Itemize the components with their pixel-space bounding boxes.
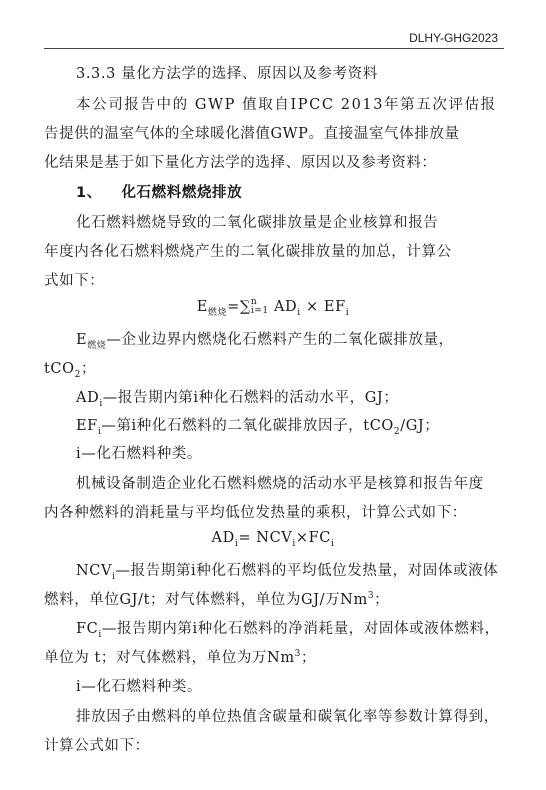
- def-i: i—化石燃料种类。: [76, 446, 203, 462]
- formula-activity: $AD_i= NCV_i\times FC_i$: [211, 530, 335, 549]
- para3-line-1: 排放因子由燃料的单位热值含碳量和碳氧化率等参数计算得到，: [76, 709, 499, 725]
- section-number: 3.3.3: [76, 66, 116, 82]
- def-ncv-line-2: 燃料，单位GJ/t；对气体燃料，单位为GJ/万Nm$^3$；: [44, 591, 390, 608]
- para2-line-2: 内各种燃料的消耗量与平均低位发热量的乘积，计算公式如下：: [44, 505, 467, 521]
- def-i-2: i—化石燃料种类。: [76, 679, 203, 695]
- para1-line-1: 化石燃料燃烧导致的二氧化碳排放量是企业核算和报告: [76, 215, 439, 231]
- formula-emission: $E_{燃烧}=\sum$ n i=1 $AD_i \times EF_i$: [196, 297, 350, 318]
- intro-line-1: 本公司报告中的 GWP 值取自IPCC 2013年第五次评估报: [76, 97, 497, 113]
- def-e-line-2: tCO$_2$；: [44, 361, 97, 380]
- intro-line-3: 化结果是基于如下量化方法学的选择、原因以及参考资料：: [44, 155, 437, 171]
- section-heading: [76, 62, 378, 83]
- def-ncv-line-1: $NCV_i—$报告期第i种化石燃料的平均低位发热量，对固体或液体: [76, 563, 499, 582]
- def-e-line-1: $E_{燃烧}—$企业边界内燃烧化石燃料产生的二氧化碳排放量，: [76, 332, 454, 351]
- subsection-title: 化石燃料燃烧排放: [121, 185, 243, 201]
- para2-line-1: 机械设备制造企业化石燃料燃烧的活动水平是核算和报告年度: [76, 476, 484, 492]
- def-ad: $AD_i—$报告期内第i种化石燃料的活动水平，GJ；: [76, 390, 399, 409]
- para1-line-3: 式如下：: [44, 273, 105, 289]
- section-title: 量化方法学的选择、原因以及参考资料: [121, 66, 378, 82]
- def-ef: $EF_i—$第i种化石燃料的二氧化碳排放因子，tCO$_2$/GJ；: [76, 418, 440, 437]
- subsection-heading: [76, 181, 242, 202]
- intro-line-2: 告提供的温室气体的全球暖化潜值GWP。直接温室气体排放量: [44, 126, 460, 142]
- subsection-number: 1、: [76, 185, 102, 201]
- def-fc-line-2: 单位为 t；对气体燃料，单位为万Nm$^3$；: [44, 649, 317, 666]
- header-rule: [44, 48, 504, 49]
- para1-line-2: 年度内各化石燃料燃烧产生的二氧化碳排放量的加总，计算公: [44, 244, 452, 260]
- para3-line-2: 计算公式如下：: [44, 738, 150, 754]
- header-doc-code: DLHY-GHG2023: [409, 31, 498, 45]
- def-fc-line-1: $FC_i—$报告期内第i种化石燃料的净消耗量，对固体或液体燃料，: [76, 621, 500, 640]
